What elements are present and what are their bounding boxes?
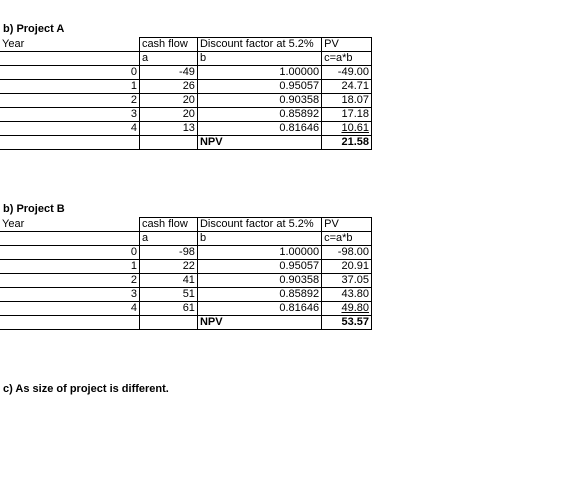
factor-cell: 0.85892 [197,108,321,122]
empty-cell [0,52,139,66]
project-b-title: b) Project B [3,203,65,215]
cash-flow-cell: 61 [139,302,197,316]
pv-cell: -98.00 [322,246,372,260]
table-row [0,122,372,136]
empty-cell [0,316,139,330]
year-cell: 4 [0,122,139,136]
factor-cell: 0.81646 [197,122,321,136]
year-cell: 1 [0,260,139,274]
pv-cell [322,122,372,136]
discount-factor-subheader: b [197,232,321,246]
year-cell: 4 [0,302,139,316]
table-row [0,260,372,274]
cash-flow-cell: 26 [139,80,197,94]
factor-cell: 0.95057 [197,80,321,94]
table-row [0,66,372,80]
year-cell: 3 [0,108,139,122]
table-row [0,288,372,302]
project-a-table [0,37,372,150]
year-cell: 3 [0,288,139,302]
cash-flow-cell: 20 [139,108,197,122]
pv-cell: 18.07 [322,94,372,108]
conclusion-text: c) As size of project is different. [3,383,169,395]
pv-cell: 20.91 [322,260,372,274]
cash-flow-cell: 13 [139,122,197,136]
table-row [0,108,372,122]
table-row [0,274,372,288]
year-cell: 0 [0,66,139,80]
pv-value: 49.80 [341,302,369,314]
pv-cell: 43.80 [322,288,372,302]
pv-cell: 17.18 [322,108,372,122]
discount-factor-header: Discount factor at 5.2% [197,38,321,52]
header-row [0,218,372,232]
year-cell: 2 [0,274,139,288]
cash-flow-cell: 20 [139,94,197,108]
npv-label: NPV [197,136,321,150]
pv-cell: 37.05 [322,274,372,288]
cash-flow-header: cash flow [139,38,197,52]
cash-flow-cell: 22 [139,260,197,274]
pv-cell [322,302,372,316]
discount-factor-header: Discount factor at 5.2% [197,218,321,232]
table-row [0,80,372,94]
cash-flow-subheader: a [139,232,197,246]
project-a-title: b) Project A [3,23,65,35]
pv-header: PV [322,38,372,52]
cash-flow-subheader: a [139,52,197,66]
year-cell: 2 [0,94,139,108]
pv-cell: -49.00 [322,66,372,80]
header-row [0,38,372,52]
pv-value: 10.61 [341,122,369,134]
table-row [0,94,372,108]
cash-flow-cell: -98 [139,246,197,260]
cash-flow-cell: 51 [139,288,197,302]
pv-header: PV [322,218,372,232]
year-cell: 0 [0,246,139,260]
npv-value: 21.58 [322,136,372,150]
discount-factor-subheader: b [197,52,321,66]
subheader-row [0,232,372,246]
table-row [0,246,372,260]
factor-cell: 0.90358 [197,94,321,108]
pv-cell: 24.71 [322,80,372,94]
factor-cell: 1.00000 [197,246,321,260]
pv-subheader: c=a*b [322,52,372,66]
pv-subheader: c=a*b [322,232,372,246]
empty-cell [0,232,139,246]
year-header: Year [0,218,139,232]
npv-row [0,136,372,150]
factor-cell: 0.81646 [197,302,321,316]
npv-label: NPV [197,316,321,330]
npv-row [0,316,372,330]
factor-cell: 1.00000 [197,66,321,80]
table-row [0,302,372,316]
cash-flow-cell: 41 [139,274,197,288]
empty-cell [0,136,139,150]
project-b-table [0,217,372,330]
cash-flow-header: cash flow [139,218,197,232]
empty-cell [139,136,197,150]
cash-flow-cell: -49 [139,66,197,80]
year-header: Year [0,38,139,52]
factor-cell: 0.95057 [197,260,321,274]
empty-cell [139,316,197,330]
year-cell: 1 [0,80,139,94]
subheader-row [0,52,372,66]
npv-value: 53.57 [322,316,372,330]
factor-cell: 0.85892 [197,288,321,302]
factor-cell: 0.90358 [197,274,321,288]
